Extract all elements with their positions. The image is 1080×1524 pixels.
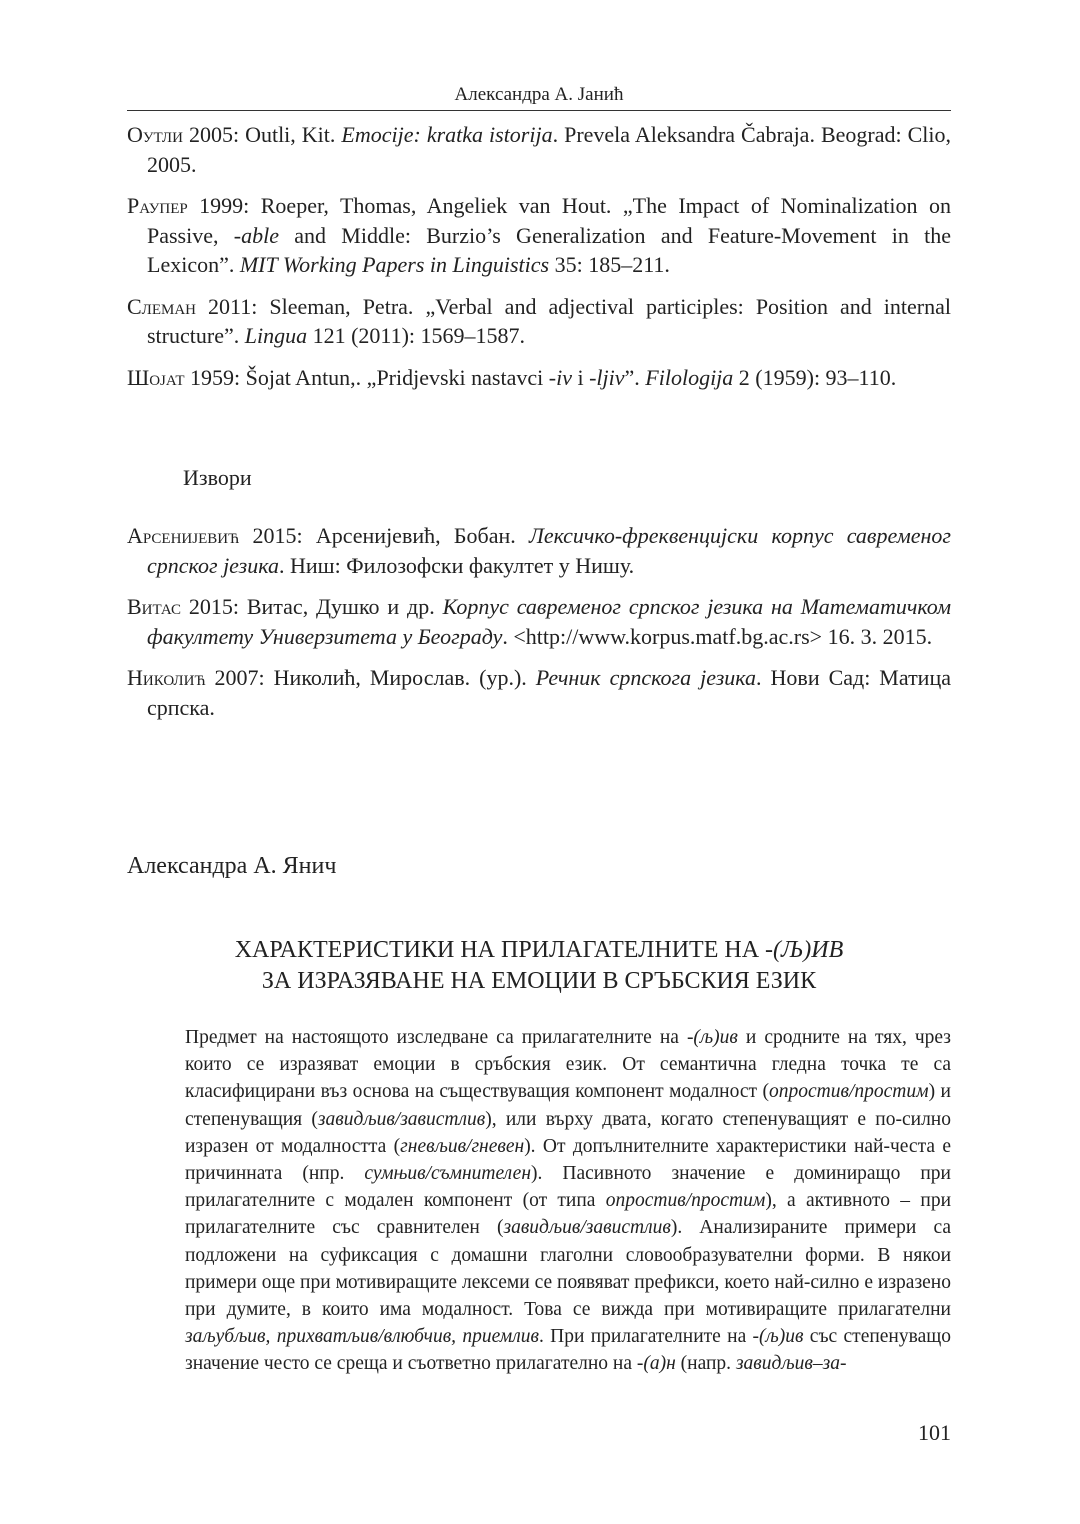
- text-run: 35: 185–211.: [549, 252, 670, 277]
- entry-key: Николић: [127, 665, 206, 690]
- reference-entry: [127, 363, 951, 393]
- entry-year: 2005:: [182, 122, 240, 147]
- article-title: [127, 935, 951, 997]
- text-run: със степенуващо значение често се среща и съответно прилагателно на: [185, 1326, 951, 1375]
- text-run: . Prevela Aleksandra Čabraja. Beograd: Clio, 2005.: [147, 122, 951, 177]
- italic-text: Emocije: kratka istorija: [341, 122, 553, 147]
- italic-text: завидљив/завистлив: [503, 1217, 671, 1239]
- italic-text: завидљив–за-: [735, 1353, 847, 1375]
- text-run: ), а активното – при прилагателните със сравнителен (: [185, 1190, 951, 1239]
- italic-text: Речник српскога језика: [535, 665, 757, 690]
- entry-year: 2015:: [239, 523, 303, 548]
- text-run: Roeper, Thomas, Angeliek van Hout. „The Impact of Nominalization on Passive,: [147, 193, 951, 248]
- italic-text: -able: [233, 222, 279, 248]
- entry-year: 2011:: [196, 293, 258, 319]
- title-suffix: -(Љ)ИВ: [765, 937, 844, 963]
- text-run: i: [571, 364, 590, 390]
- text-run: Šojat Antun,. „Pridjevski nastavci: [240, 364, 549, 390]
- italic-text: опростив/простим: [769, 1081, 929, 1103]
- entry-year: 1999:: [187, 193, 250, 218]
- italic-text: Lingua: [244, 323, 308, 348]
- entry-key: Витас: [127, 594, 182, 619]
- entry-key: Слеман: [127, 293, 197, 319]
- entry-key: Оутли: [127, 122, 183, 147]
- text-run: ), или върху двата, когато степенуващият е по-силно изразен от модалността (: [185, 1108, 951, 1157]
- text-run: 2 (1959): 93–110.: [733, 364, 897, 390]
- source-entry: [127, 592, 951, 651]
- italic-text: опростив/простим: [605, 1190, 766, 1212]
- text-run: ). От допълнителните характеристики най-честа е причинната (нпр.: [185, 1135, 951, 1185]
- italic-text: заљубљив, прихватљив/влюбчив, приемлив: [185, 1326, 539, 1348]
- italic-text: гневљив/гневен: [400, 1135, 525, 1157]
- text-run: ”.: [624, 364, 646, 390]
- title-line-1-text: ХАРАКТЕРИСТИКИ НА ПРИЛАГАТЕЛНИТЕ НА: [234, 937, 766, 963]
- entry-key: Арсенијевић: [127, 523, 240, 548]
- reference-entry: [127, 120, 951, 179]
- italic-text: Filologija: [645, 364, 734, 390]
- reference-entry: [127, 191, 951, 280]
- text-run: ). Анализираните примери са подложени на суфиксация с домашни глаголни словообразувателни форми. В някои примери още при мотивиращите лексеми се появяват префикси, което най-силно е изразено при думите, в които има модалност. Това се вижда при мотивиращите прилагателни: [185, 1217, 951, 1321]
- entry-year: 2015:: [181, 594, 239, 619]
- source-entry: [127, 521, 951, 580]
- text-run: Витас, Душко и др.: [238, 594, 443, 619]
- text-run: and Middle: Burzio’s Generalization and Feature-Movement in the Lexicon”.: [147, 222, 952, 277]
- reference-entry: [127, 292, 951, 351]
- text-run: Николић, Мирослав. (ур.).: [264, 665, 536, 690]
- text-run: . При прилагателните на: [538, 1326, 753, 1348]
- italic-text: -(љ)ив: [686, 1027, 738, 1048]
- text-run: Арсенијевић, Бобан.: [302, 523, 529, 548]
- entry-year: 1959:: [184, 364, 241, 390]
- text-run: ) и степенуващия (: [185, 1081, 951, 1130]
- title-line-2: ЗА ИЗРАЗЯВАНЕ НА ЕМОЦИИ В СРЪБСКИЯ ЕЗИК: [261, 968, 817, 994]
- text-run: ). Пасивното значение е доминиращо при прилагателните с модален компонент (от типа: [185, 1163, 951, 1212]
- italic-text: MIT Working Papers in Linguistics: [239, 252, 550, 277]
- italic-text: сумњив/съмнителен: [364, 1163, 531, 1185]
- running-head: Александра А. Јанић: [127, 82, 951, 111]
- entry-year: 2007:: [205, 665, 265, 690]
- text-run: 121 (2011): 1569–1587.: [307, 323, 526, 348]
- sources-list: [127, 521, 951, 734]
- entry-key: Шојат: [127, 364, 185, 390]
- text-run: и сродните на тях, чрез които се изразяват емоции в сръбския език. От семантична гледна точка те са класифицирани въз основа на съществуващия компонент модалност (: [185, 1027, 951, 1103]
- italic-text: -iv: [548, 364, 572, 390]
- entry-key: Раупер: [127, 193, 188, 218]
- sources-heading: Извори: [183, 465, 252, 490]
- text-run: . Ниш: Филозофски факултет у Нишу.: [278, 552, 635, 578]
- italic-text: Лексичко-фреквенцијски корпус савременог српског језика: [147, 523, 951, 578]
- title-line-1: [127, 935, 951, 966]
- italic-text: -(а)н: [636, 1353, 676, 1375]
- page-number: 101: [918, 1420, 951, 1445]
- abstract: [185, 1024, 951, 1378]
- italic-text: -ljiv: [589, 364, 625, 390]
- italic-text: -(љ)ив: [752, 1326, 804, 1348]
- text-run: Предмет на настоящото изследване са прилагателните на: [185, 1027, 687, 1048]
- text-run: Outli, Kit.: [239, 122, 342, 147]
- text-run: Sleeman, Petra. „Verbal and adjectival participles: Position and internal structure”.: [147, 293, 951, 348]
- text-run: . Нови Сад: Матица српска.: [147, 665, 951, 720]
- text-run: (напр.: [675, 1353, 736, 1375]
- text-run: . <http://www.korpus.matf.bg.ac.rs> 16. 3. 2015.: [502, 623, 933, 649]
- italic-text: Корпус савременог српског језика на Математичком факултету Универзитета у Београду: [147, 594, 951, 649]
- article-author: Александра А. Янич: [127, 853, 337, 879]
- italic-text: завидљив/завистлив: [317, 1108, 486, 1130]
- source-entry: [127, 663, 951, 722]
- references-list: [127, 120, 951, 404]
